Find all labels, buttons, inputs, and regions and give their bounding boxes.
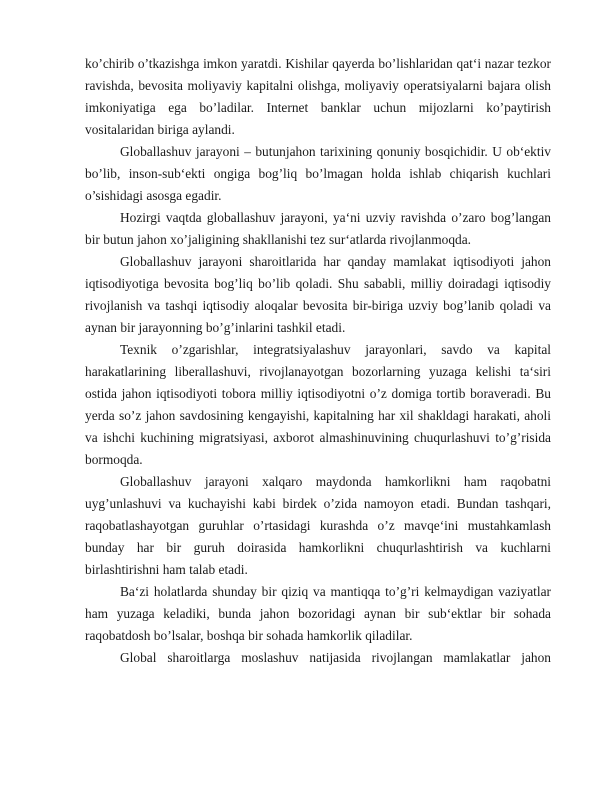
paragraph-2: Globallashuv jarayoni – butunjahon tarixining qonuniy bosqichidir. U ob‘ektiv bo’lib, inson-sub‘ekti ongiga bog’liq bo’lmagan holda ishlab chiqarish kuchlari o’sishidagi asosga egadir.	[85, 144, 551, 203]
paragraph-7: Ba‘zi holatlarda shunday bir qiziq va mantiqqa to’g’ri kelmaydigan vaziyatlar ham yuzaga keladiki, bunda jahon bozoridagi aynan bir sub‘ektlar bir sohada raqobatdosh bo’lsalar, boshqa bir sohada hamkorlik qiladilar.	[85, 584, 551, 643]
document-page	[85, 53, 551, 669]
paragraph-1: ko’chirib o’tkazishga imkon yaratdi. Kishilar qayerda bo’lishlaridan qat‘i nazar tezkor ravishda, bevosita moliyaviy kapitalni olishga, moliyaviy operatsiyalarni bajara olish imkoniyatiga ega bo’ladilar. Internet banklar uchun mijozlarni ko’paytirish vositalaridan biriga aylandi.	[85, 56, 551, 137]
paragraph-8: Global sharoitlarga moslashuv natijasida rivojlangan mamlakatlar jahon	[120, 650, 551, 665]
paragraph-4: Globallashuv jarayoni sharoitlarida har qanday mamlakat iqtisodiyoti jahon iqtisodiyotiga bevosita bog’liq bo’lib qoladi. Shu sababli, milliy doiradagi iqtisodiy rivojlanish va tashqi iqtisodiy aloqalar bevosita bir-biriga uzviy bog’lanib qoladi va aynan bir jarayonning bo’g’inlarini tashkil etadi.	[85, 254, 551, 335]
paragraph-3: Hozirgi vaqtda globallashuv jarayoni, ya‘ni uzviy ravishda o’zaro bog’langan bir butun jahon xo’jaligining shakllanishi tez sur‘atlarda rivojlanmoqda.	[85, 210, 551, 247]
paragraph-5: Texnik o’zgarishlar, integratsiyalashuv jarayonlari, savdo va kapital harakatlarining liberallashuvi, rivojlanayotgan bozorlarning yuzaga kelishi ta‘siri ostida jahon iqtisodiyoti tobora milliy iqtisodiyotni o’z domiga tortib boraveradi. Bu yerda so’z jahon savdosining kengayishi, kapitalning har xil shakldagi harakati, aholi va ishchi kuchining migratsiyasi, axborot almashinuvining chuqurlashuvi to’g’risida bormoqda.	[85, 342, 551, 467]
paragraph-6: Globallashuv jarayoni xalqaro maydonda hamkorlikni ham raqobatni uyg’unlashuvi va kuchayishi kabi birdek o’zida namoyon etadi. Bundan tashqari, raqobatlashayotgan guruhlar o’rtasidagi kurashda o’z mavqe‘ini mustahkamlash bunday har bir guruh doirasida hamkorlikni chuqurlashtirish va kuchlarni birlashtirishni ham talab etadi.	[85, 474, 551, 577]
